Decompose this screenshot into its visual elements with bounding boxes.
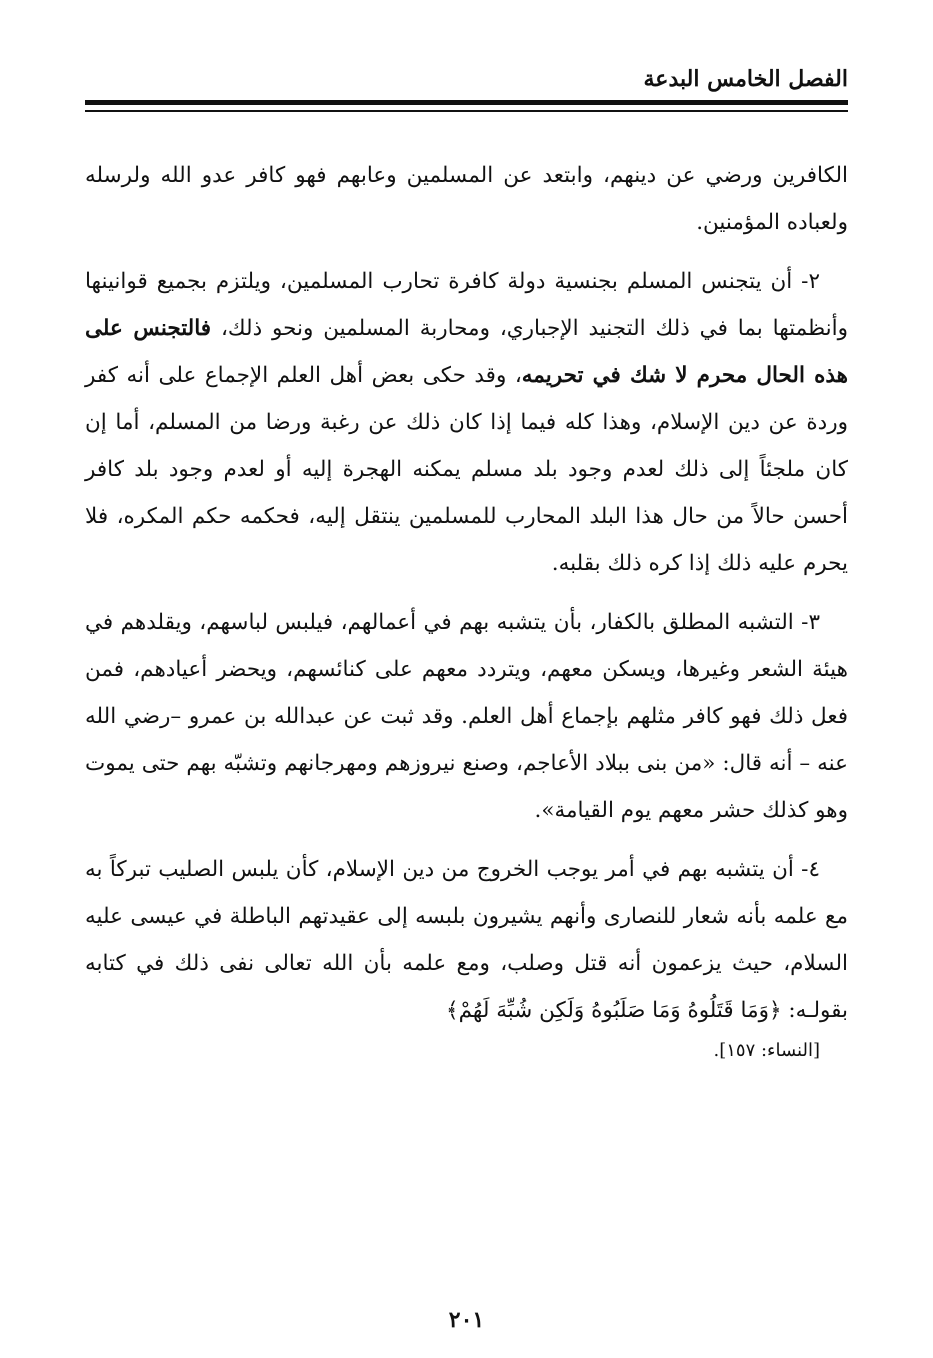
paragraph-4 [85,846,848,1068]
quran-citation: [النساء: ١٥٧]. [713,1040,820,1061]
paragraph-2-part-a: ٢- أن يتجنس المسلم بجنسية دولة كافرة تحارب المسلمين، ويلتزم بجميع قوانينها وأنظمتها بما في ذلك التجنيد الإجباري، ومحاربة المسلمين ونحو ذلك، [85,269,848,341]
paragraph-3: ٣- التشبه المطلق بالكفار، بأن يتشبه بهم في أعمالهم، فيلبس لباسهم، ويقلدهم في هيئة الشعر وغيرها، ويسكن معهم، ويتردد معهم على كنائسهم، ويحضر أعيادهم، فمن فعل ذلك فهو كافر مثلهم بإجماع أهل العلم. وقد ثبت عن عبدالله بن عمرو –رضي الله عنه – أنه قال: «من بنى ببلاد الأعاجم، وصنع نيروزهم ومهرجانهم وتشبّه بهم حتى يموت وهو كذلك حشر معهم يوم القيامة». [85,610,848,823]
page-number: ٢٠١ [448,1307,485,1333]
body-text [85,152,848,1080]
chapter-header-title: الفصل الخامس البدعة [643,66,848,92]
header-rule-thick [85,100,848,105]
paragraph-2-part-c: ، وقد حكى بعض أهل العلم الإجماع على أنه كفر وردة عن دين الإسلام، وهذا كله فيما إذا كان ذلك عن رغبة ورضا من المسلم، أما إن كان ملجئاً إلى ذلك لعدم وجود بلد مسلم يمكنه الهجرة إليه أو لعدم وجود بلد كافر أحسن حالاً من حال هذا البلد المحارب للمسلمين ينتقل إليه، فحكمه حكم المكره، فلا يحرم عليه ذلك إذا كره ذلك بقلبه. [85,363,848,576]
paragraph-2-bold-ruling: فالتجنس على هذه الحال محرم لا شك في تحريمه [85,316,849,388]
paragraph-2 [85,258,848,587]
paragraph-1: الكافرين ورضي عن دينهم، وابتعد عن المسلمين وعابهم فهو كافر عدو الله ولرسله ولعباده المؤمنين. [85,163,848,235]
paragraph-4-text: ٤- أن يتشبه بهم في أمر يوجب الخروج من دين الإسلام، كأن يلبس الصليب تبركاً به مع علمه بأنه شعار للنصارى وأنهم يشيرون بلبسه إلى عقيدتهم الباطلة في عيسى عليه السلام، حيث يزعمون أنه قتل وصلب، ومع علمه بأن الله تعالى نفى ذلك في كتابه بقولـه: ﴿وَمَا قَتَلُوهُ وَمَا صَلَبُوهُ وَلَكِن شُبِّهَ لَهُمْ﴾ [85,857,848,1023]
header-rule-thin [85,110,848,112]
